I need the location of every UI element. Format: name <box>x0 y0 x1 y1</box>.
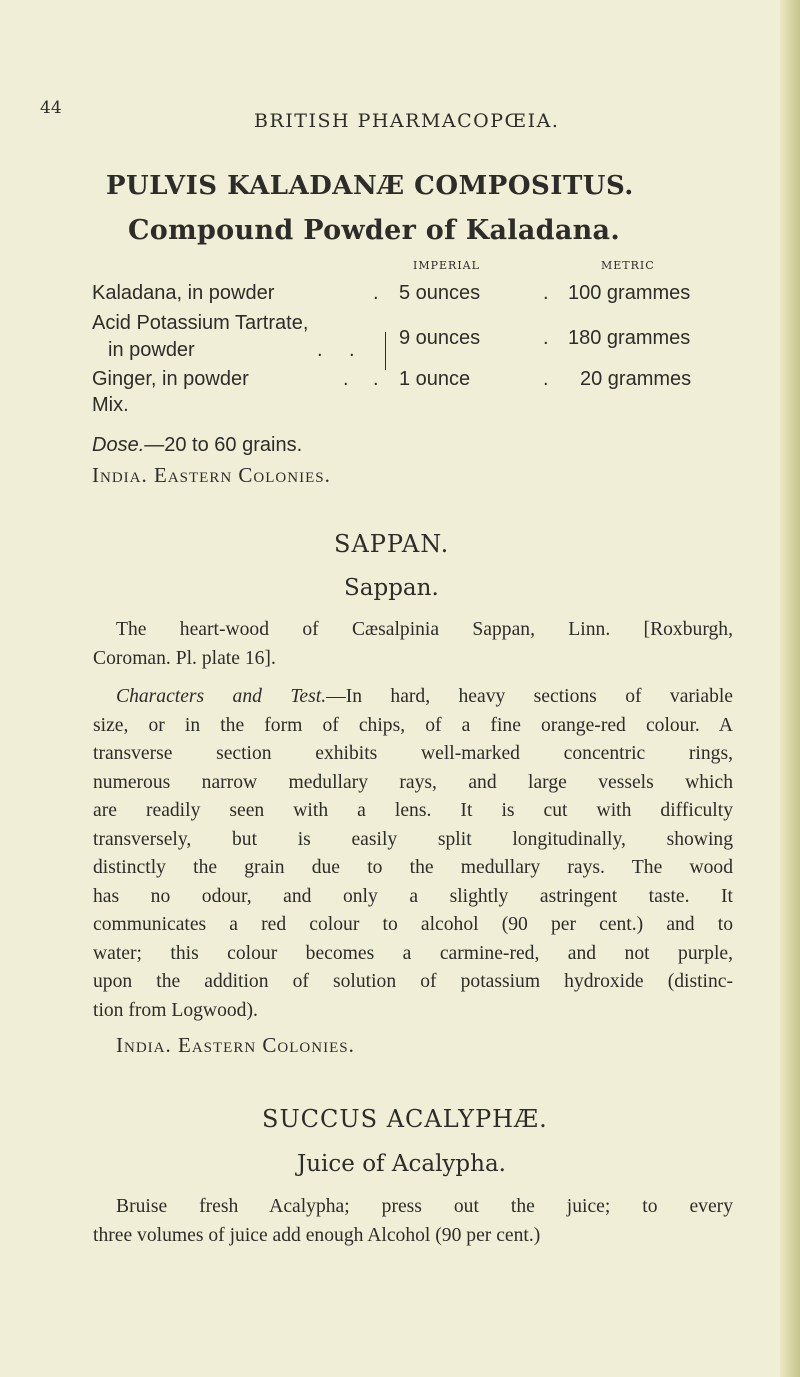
ingredient-name: Ginger, in powder <box>92 368 249 390</box>
text-line: has no odour, and only a slightly astringent taste. It <box>93 885 733 907</box>
text-line: transverse section exhibits well-marked concentric rings, <box>93 743 733 764</box>
text-line: numerous narrow medullary rays, and large vessels which <box>93 771 733 793</box>
text-line: communicates a red colour to alcohol (90 per cent.) and to <box>93 914 733 935</box>
running-head: BRITISH PHARMACOPŒIA. <box>254 110 560 132</box>
ingredient-metric: 20 grammes <box>580 368 692 390</box>
text-line: upon the addition of solution of potassium hydroxide (distinc- <box>93 971 733 992</box>
page-number: 44 <box>40 98 62 118</box>
text-line: size, or in the form of chips, of a fine orange-red colour. A <box>93 714 733 736</box>
sappan-intro-continued <box>93 645 733 674</box>
regions: India. Eastern Colonies. <box>116 1033 355 1057</box>
ingredient-metric: 180 grammes <box>568 327 691 349</box>
ingredient-imperial: 1 ounce <box>399 368 471 390</box>
entry3-subtitle: Juice of Acalypha. <box>297 1151 506 1177</box>
text-line: three volumes of juice add enough Alcohol (90 per cent.) <box>93 1224 541 1246</box>
ingredient-imperial: 9 ounces <box>399 327 481 349</box>
instruction: Mix. <box>92 394 129 416</box>
leader-dot: . <box>543 327 549 349</box>
text-line <box>93 683 733 712</box>
text-line: The heart-wood of Cæsalpinia Sappan, Linn. [Roxburgh, <box>116 619 733 640</box>
text-line-remainder: —In hard, heavy sections of variable <box>326 686 734 707</box>
text-line: water; this colour becomes a carmine-red, and not purple, <box>93 942 733 964</box>
entry1-subtitle: Compound Powder of Kaladana. <box>128 215 621 246</box>
entry2-subtitle: Sappan. <box>344 575 439 601</box>
ingredient-name: Acid Potassium Tartrate, <box>92 312 309 334</box>
ingredient-metric: 100 grammes <box>568 282 691 304</box>
text-line: Coroman. Pl. plate 16]. <box>93 648 276 669</box>
leader-dot: . <box>543 368 549 390</box>
sappan-intro <box>93 616 733 645</box>
dose-value: —20 to 60 grains. <box>144 434 303 456</box>
regions: India. Eastern Colonies. <box>92 463 331 487</box>
characters-label: Characters and Test. <box>116 686 327 707</box>
dose-line <box>92 434 302 457</box>
leader-dot: . <box>349 339 355 361</box>
leader-dot: . <box>317 339 323 361</box>
grouping-brace <box>379 332 386 370</box>
entry2-title: SAPPAN. <box>334 530 450 558</box>
acalypha-text <box>93 1193 733 1250</box>
leader-dot: . <box>543 282 549 304</box>
leader-dot: . <box>373 282 379 304</box>
text-line: transversely, but is easily split longitudinally, showing <box>93 828 733 850</box>
entry3-title: SUCCUS ACALYPHÆ. <box>262 1105 548 1133</box>
ingredient-imperial: 5 ounces <box>399 282 481 304</box>
text-line: are readily seen with a lens. It is cut with difficulty <box>93 800 733 821</box>
sappan-characters <box>93 683 733 1025</box>
entry1-title: PULVIS KALADANÆ COMPOSITUS. <box>106 171 634 201</box>
ingredient-name: Kaladana, in powder <box>92 282 275 304</box>
leader-dot: . <box>373 368 379 390</box>
text-line: distinctly the grain due to the medullary rays. The wood <box>93 857 733 878</box>
leader-dot: . <box>343 368 349 390</box>
column-header-imperial: IMPERIAL <box>413 259 480 272</box>
ingredient-name-continued: in powder <box>108 339 195 361</box>
column-header-metric: METRIC <box>601 259 655 272</box>
dose-label: Dose. <box>92 434 145 456</box>
page-edge <box>780 0 800 1377</box>
text-line: Bruise fresh Acalypha; press out the juice; to every <box>116 1196 733 1217</box>
text-line: tion from Logwood). <box>93 999 258 1021</box>
